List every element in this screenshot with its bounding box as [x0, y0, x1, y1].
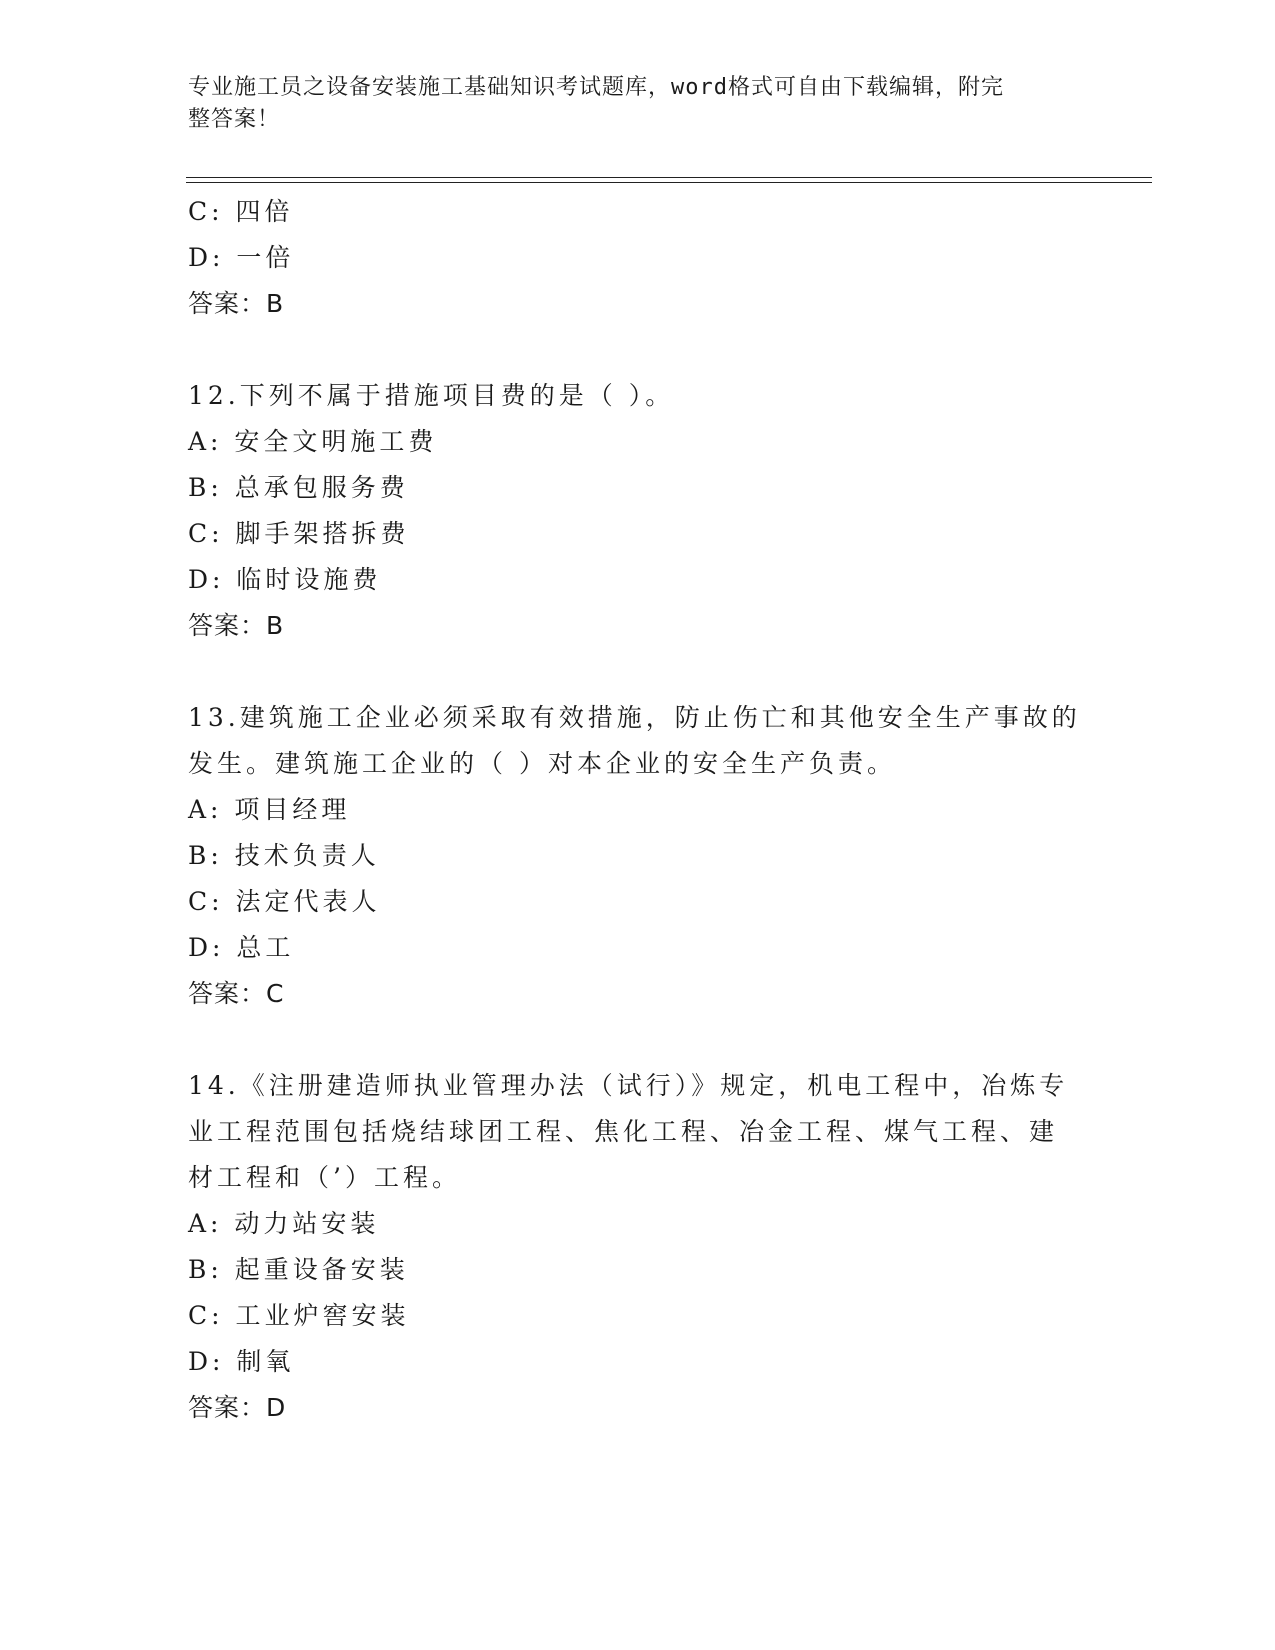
- answer: 答案：C: [188, 979, 285, 1008]
- question-text: 13.建筑施工企业必须采取有效措施，防止伤亡和其他安全生产事故的: [188, 703, 1081, 732]
- option-c: C: 四倍: [188, 197, 294, 226]
- question-11-continued: [188, 189, 1088, 327]
- question-text: 12.下列不属于措施项目费的是（ ）。: [188, 381, 675, 410]
- document-header: [188, 72, 1068, 136]
- option-a: A: 动力站安装: [188, 1209, 380, 1238]
- header-divider-bottom: [186, 182, 1152, 183]
- option-d: D: 临时设施费: [188, 565, 382, 594]
- question-12: [188, 373, 1088, 649]
- spacer: [188, 1017, 1088, 1063]
- question-13: [188, 695, 1088, 1017]
- option-c: C: 法定代表人: [188, 887, 381, 916]
- question-14: [188, 1063, 1088, 1431]
- header-divider-top: [186, 177, 1152, 178]
- question-list: [188, 189, 1088, 1431]
- option-b: B: 总承包服务费: [188, 473, 409, 502]
- option-d: D: 一倍: [188, 243, 295, 272]
- option-a: A: 项目经理: [188, 795, 351, 824]
- option-c: C: 脚手架搭拆费: [188, 519, 410, 548]
- option-d: D: 制氧: [188, 1347, 295, 1376]
- option-d: D: 总工: [188, 933, 295, 962]
- question-text: 业工程范围包括烧结球团工程、焦化工程、冶金工程、煤气工程、建: [188, 1117, 1059, 1146]
- option-b: B: 起重设备安装: [188, 1255, 409, 1284]
- option-b: B: 技术负责人: [188, 841, 380, 870]
- answer: 答案：B: [188, 289, 285, 318]
- answer: 答案：D: [188, 1393, 287, 1422]
- answer: 答案：B: [188, 611, 285, 640]
- option-a: A: 安全文明施工费: [188, 427, 438, 456]
- question-text: 发生。建筑施工企业的（ ）对本企业的安全生产负责。: [188, 749, 896, 778]
- header-line-1: 专业施工员之设备安装施工基础知识考试题库，word格式可自由下载编辑，附完: [188, 75, 1004, 100]
- question-text: 材工程和（’）工程。: [188, 1163, 461, 1192]
- question-text: 14.《注册建造师执业管理办法（试行）》规定，机电工程中，冶炼专: [188, 1071, 1069, 1100]
- spacer: [188, 327, 1088, 373]
- option-c: C: 工业炉窖安装: [188, 1301, 410, 1330]
- header-line-2: 整答案！: [188, 107, 281, 132]
- spacer: [188, 649, 1088, 695]
